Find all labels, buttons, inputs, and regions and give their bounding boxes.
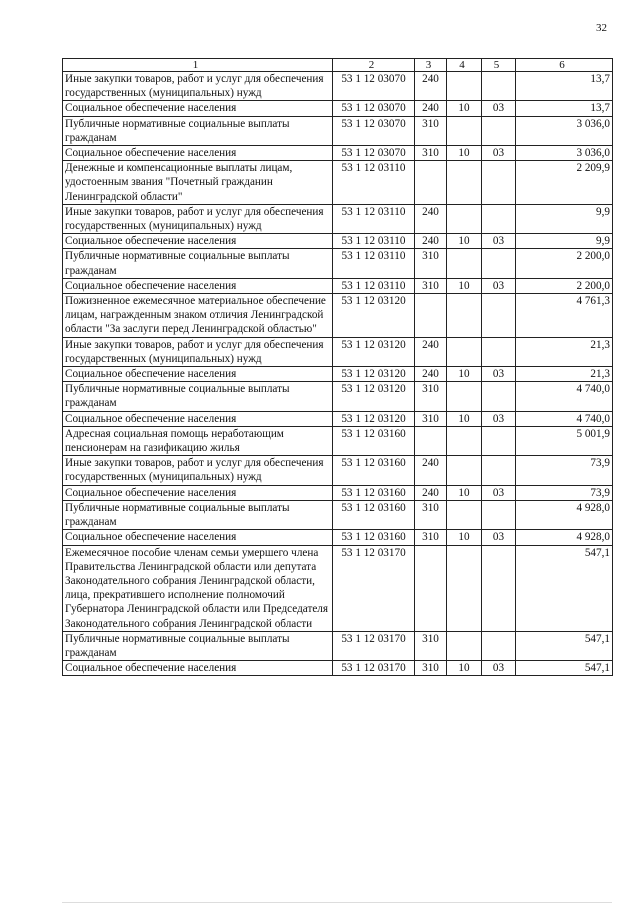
subsection-cell: 03 [482,367,516,382]
table-row [63,545,613,631]
amount-cell: 547,1 [516,631,613,660]
expense-type-cell: 310 [415,411,447,426]
target-code-cell: 53 1 12 03170 [333,661,415,676]
table-row [63,426,613,455]
table-row [63,631,613,660]
target-code-cell: 53 1 12 03070 [333,146,415,161]
amount-cell: 21,3 [516,367,613,382]
section-cell [447,249,482,278]
section-cell [447,631,482,660]
subsection-cell [482,161,516,205]
expense-type-cell: 310 [415,116,447,145]
item-name-cell: Публичные нормативные социальные выплаты гражданам [63,500,333,529]
section-cell: 10 [447,661,482,676]
section-cell [447,294,482,338]
amount-cell: 547,1 [516,545,613,631]
amount-cell: 73,9 [516,485,613,500]
amount-cell: 2 200,0 [516,278,613,293]
section-cell [447,545,482,631]
subsection-cell [482,382,516,411]
section-cell: 10 [447,146,482,161]
item-name-cell: Социальное обеспечение населения [63,146,333,161]
item-name-cell: Социальное обеспечение населения [63,411,333,426]
subsection-cell [482,426,516,455]
item-name-cell: Денежные и компенсационные выплаты лицам, удостоенным звания "Почетный гражданин Ленинградской области" [63,161,333,205]
item-name-cell: Публичные нормативные социальные выплаты гражданам [63,631,333,660]
item-name-cell: Ежемесячное пособие членам семьи умершего члена Правительства Ленинградской области или депутата Законодательного собрания Ленинградской области, лица, прекратившего исполнение полномочий Губернатора Ленинградской области или Председателя Законодательного собрания Ленинградской области [63,545,333,631]
expense-type-cell: 310 [415,249,447,278]
expense-type-cell [415,294,447,338]
expense-type-cell: 310 [415,146,447,161]
table-row [63,116,613,145]
target-code-cell: 53 1 12 03110 [333,161,415,205]
table-row [63,278,613,293]
target-code-cell: 53 1 12 03120 [333,294,415,338]
amount-cell: 2 209,9 [516,161,613,205]
table-row [63,101,613,116]
target-code-cell: 53 1 12 03160 [333,426,415,455]
target-code-cell: 53 1 12 03120 [333,382,415,411]
item-name-cell: Социальное обеспечение населения [63,278,333,293]
table-row [63,456,613,485]
amount-cell: 2 200,0 [516,249,613,278]
expense-type-cell: 310 [415,278,447,293]
column-header-1: 1 [63,59,333,72]
expense-type-cell: 310 [415,661,447,676]
column-header-3: 3 [415,59,447,72]
expense-type-cell: 310 [415,631,447,660]
expense-type-cell: 310 [415,500,447,529]
section-cell: 10 [447,367,482,382]
subsection-cell: 03 [482,234,516,249]
item-name-cell: Пожизненное ежемесячное материальное обеспечение лицам, награжденным знаком отличия Ленинградской области "За заслуги перед Ленинградской областью" [63,294,333,338]
amount-cell: 5 001,9 [516,426,613,455]
expense-type-cell: 240 [415,485,447,500]
column-header-4: 4 [447,59,482,72]
expense-type-cell: 240 [415,101,447,116]
section-cell: 10 [447,101,482,116]
subsection-cell [482,456,516,485]
section-cell: 10 [447,278,482,293]
amount-cell: 3 036,0 [516,146,613,161]
amount-cell: 13,7 [516,72,613,101]
amount-cell: 13,7 [516,101,613,116]
subsection-cell: 03 [482,661,516,676]
subsection-cell [482,631,516,660]
subsection-cell [482,249,516,278]
expense-type-cell: 240 [415,456,447,485]
item-name-cell: Публичные нормативные социальные выплаты гражданам [63,382,333,411]
expense-type-cell: 310 [415,530,447,545]
table-row [63,204,613,233]
subsection-cell: 03 [482,530,516,545]
expense-type-cell: 310 [415,382,447,411]
section-cell [447,204,482,233]
expense-type-cell [415,161,447,205]
item-name-cell: Социальное обеспечение населения [63,101,333,116]
subsection-cell [482,72,516,101]
budget-table [62,58,613,676]
column-header-2: 2 [333,59,415,72]
table-row [63,367,613,382]
target-code-cell: 53 1 12 03170 [333,545,415,631]
amount-cell: 3 036,0 [516,116,613,145]
amount-cell: 9,9 [516,234,613,249]
item-name-cell: Социальное обеспечение населения [63,530,333,545]
section-cell [447,500,482,529]
target-code-cell: 53 1 12 03160 [333,485,415,500]
subsection-cell: 03 [482,278,516,293]
table-row [63,337,613,366]
section-cell [447,337,482,366]
item-name-cell: Социальное обеспечение населения [63,485,333,500]
page-bottom-edge [62,902,612,903]
subsection-cell [482,545,516,631]
item-name-cell: Иные закупки товаров, работ и услуг для обеспечения государственных (муниципальных) нужд [63,337,333,366]
section-cell: 10 [447,234,482,249]
table-row [63,249,613,278]
amount-cell: 547,1 [516,661,613,676]
amount-cell: 4 928,0 [516,530,613,545]
item-name-cell: Иные закупки товаров, работ и услуг для обеспечения государственных (муниципальных) нужд [63,72,333,101]
table-row [63,234,613,249]
expense-type-cell: 240 [415,367,447,382]
table-row [63,411,613,426]
item-name-cell: Социальное обеспечение населения [63,661,333,676]
table-row [63,72,613,101]
target-code-cell: 53 1 12 03110 [333,278,415,293]
header-row [63,59,613,72]
subsection-cell [482,294,516,338]
item-name-cell: Публичные нормативные социальные выплаты гражданам [63,249,333,278]
table-body [63,72,613,676]
amount-cell: 73,9 [516,456,613,485]
subsection-cell [482,116,516,145]
amount-cell: 9,9 [516,204,613,233]
target-code-cell: 53 1 12 03160 [333,530,415,545]
target-code-cell: 53 1 12 03070 [333,116,415,145]
table-row [63,294,613,338]
item-name-cell: Социальное обеспечение населения [63,234,333,249]
item-name-cell: Социальное обеспечение населения [63,367,333,382]
section-cell: 10 [447,530,482,545]
amount-cell: 4 740,0 [516,382,613,411]
column-header-5: 5 [482,59,516,72]
expense-type-cell: 240 [415,234,447,249]
expense-type-cell: 240 [415,337,447,366]
item-name-cell: Иные закупки товаров, работ и услуг для обеспечения государственных (муниципальных) нужд [63,204,333,233]
expense-type-cell [415,426,447,455]
item-name-cell: Публичные нормативные социальные выплаты гражданам [63,116,333,145]
subsection-cell [482,204,516,233]
section-cell [447,382,482,411]
section-cell [447,116,482,145]
subsection-cell: 03 [482,101,516,116]
target-code-cell: 53 1 12 03160 [333,456,415,485]
subsection-cell [482,337,516,366]
section-cell [447,426,482,455]
page-number: 32 [596,22,607,34]
expense-type-cell: 240 [415,204,447,233]
target-code-cell: 53 1 12 03070 [333,72,415,101]
amount-cell: 21,3 [516,337,613,366]
target-code-cell: 53 1 12 03120 [333,337,415,366]
subsection-cell: 03 [482,146,516,161]
table-row [63,500,613,529]
section-cell [447,72,482,101]
target-code-cell: 53 1 12 03120 [333,367,415,382]
section-cell [447,456,482,485]
table-row [63,382,613,411]
section-cell: 10 [447,411,482,426]
table-row [63,485,613,500]
section-cell: 10 [447,485,482,500]
subsection-cell: 03 [482,411,516,426]
item-name-cell: Иные закупки товаров, работ и услуг для обеспечения государственных (муниципальных) нужд [63,456,333,485]
expense-type-cell [415,545,447,631]
target-code-cell: 53 1 12 03120 [333,411,415,426]
expense-type-cell: 240 [415,72,447,101]
amount-cell: 4 740,0 [516,411,613,426]
table-row [63,530,613,545]
item-name-cell: Адресная социальная помощь неработающим пенсионерам на газификацию жилья [63,426,333,455]
target-code-cell: 53 1 12 03070 [333,101,415,116]
target-code-cell: 53 1 12 03110 [333,234,415,249]
subsection-cell [482,500,516,529]
subsection-cell: 03 [482,485,516,500]
section-cell [447,161,482,205]
column-header-6: 6 [516,59,613,72]
table-row [63,161,613,205]
amount-cell: 4 761,3 [516,294,613,338]
table-row [63,146,613,161]
target-code-cell: 53 1 12 03160 [333,500,415,529]
target-code-cell: 53 1 12 03110 [333,249,415,278]
amount-cell: 4 928,0 [516,500,613,529]
target-code-cell: 53 1 12 03110 [333,204,415,233]
target-code-cell: 53 1 12 03170 [333,631,415,660]
table-row [63,661,613,676]
